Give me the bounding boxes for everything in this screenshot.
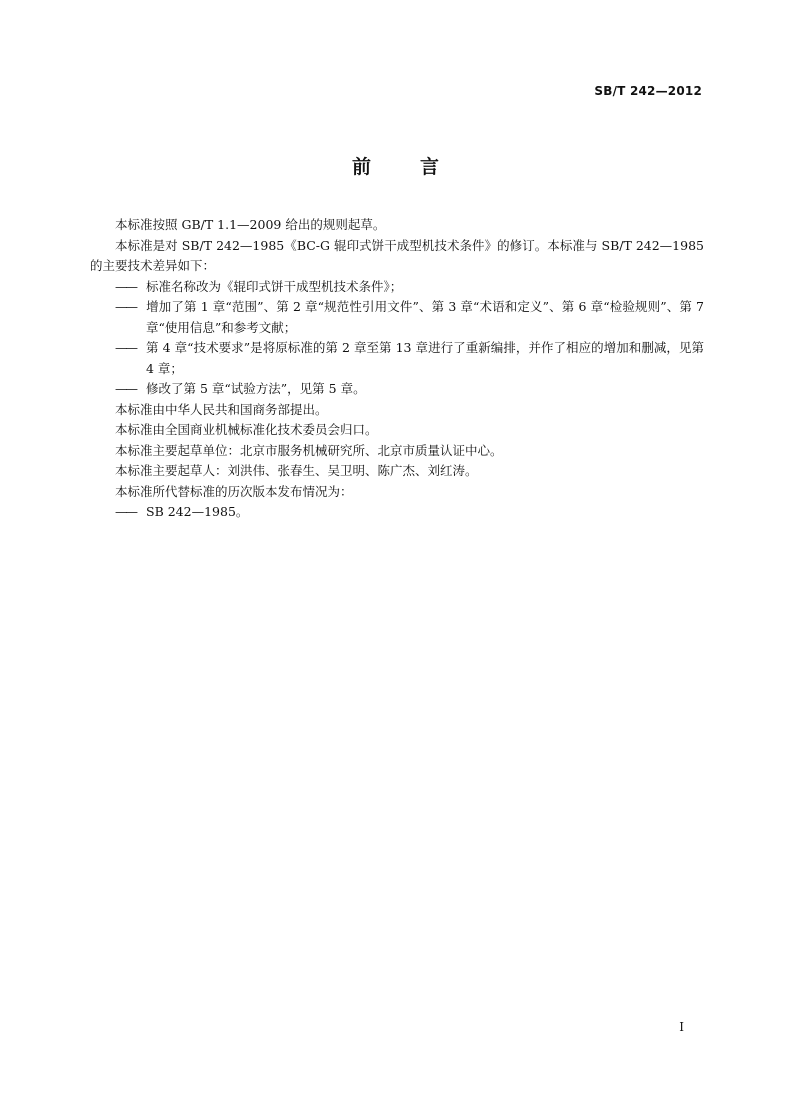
paragraph-history-intro: 本标准所代替标准的历次版本发布情况为： <box>115 483 353 499</box>
list-item <box>90 379 704 400</box>
list-item <box>90 277 704 298</box>
list-item-text: 标准名称改为《辊印式饼干成型机技术条件》； <box>146 278 403 294</box>
list-item <box>90 502 704 523</box>
dash-marker: —— <box>115 299 136 314</box>
history-item-text: SB 242—1985。 <box>146 504 249 519</box>
foreword-body <box>90 215 704 523</box>
dash-marker: —— <box>115 504 136 519</box>
dash-marker: —— <box>115 381 136 396</box>
paragraph-proposer: 本标准由中华人民共和国商务部提出。 <box>115 401 328 417</box>
dash-marker: —— <box>115 278 136 294</box>
paragraph-drafters: 本标准主要起草人：刘洪伟、张春生、吴卫明、陈广杰、刘红涛。 <box>115 463 478 478</box>
title-char-2: 言 <box>420 156 441 178</box>
paragraph-revision-note: 本标准是对 SB/T 242—1985《BC-G 辊印式饼干成型机技术条件》的修订。本标准与 SB/T 242—1985 的主要技术差异如下： <box>90 237 704 273</box>
list-item-text: 第 4 章“技术要求”是将原标准的第 2 章至第 13 章进行了重新编排，并作了相应的增加和删减，见第 4 章； <box>146 340 704 376</box>
list-item-text: 增加了第 1 章“范围”、第 2 章“规范性引用文件”、第 3 章“术语和定义”、第 6 章“检验规则”、第 7 章“使用信息”和参考文献； <box>146 299 704 335</box>
list-item-text: 修改了第 5 章“试验方法”，见第 5 章。 <box>146 381 366 396</box>
standard-code: SB/T 242—2012 <box>594 84 702 98</box>
page-title <box>0 152 792 179</box>
title-char-1: 前 <box>351 156 372 178</box>
paragraph-drafting-units: 本标准主要起草单位：北京市服务机械研究所、北京市质量认证中心。 <box>115 442 503 458</box>
page-number: I <box>679 1020 684 1034</box>
dash-marker: —— <box>115 340 136 355</box>
list-item <box>90 297 704 338</box>
list-item <box>90 338 704 379</box>
paragraph-drafting-rules: 本标准按照 GB/T 1.1—2009 给出的规则起草。 <box>115 217 386 232</box>
paragraph-committee: 本标准由全国商业机械标准化技术委员会归口。 <box>115 422 378 437</box>
